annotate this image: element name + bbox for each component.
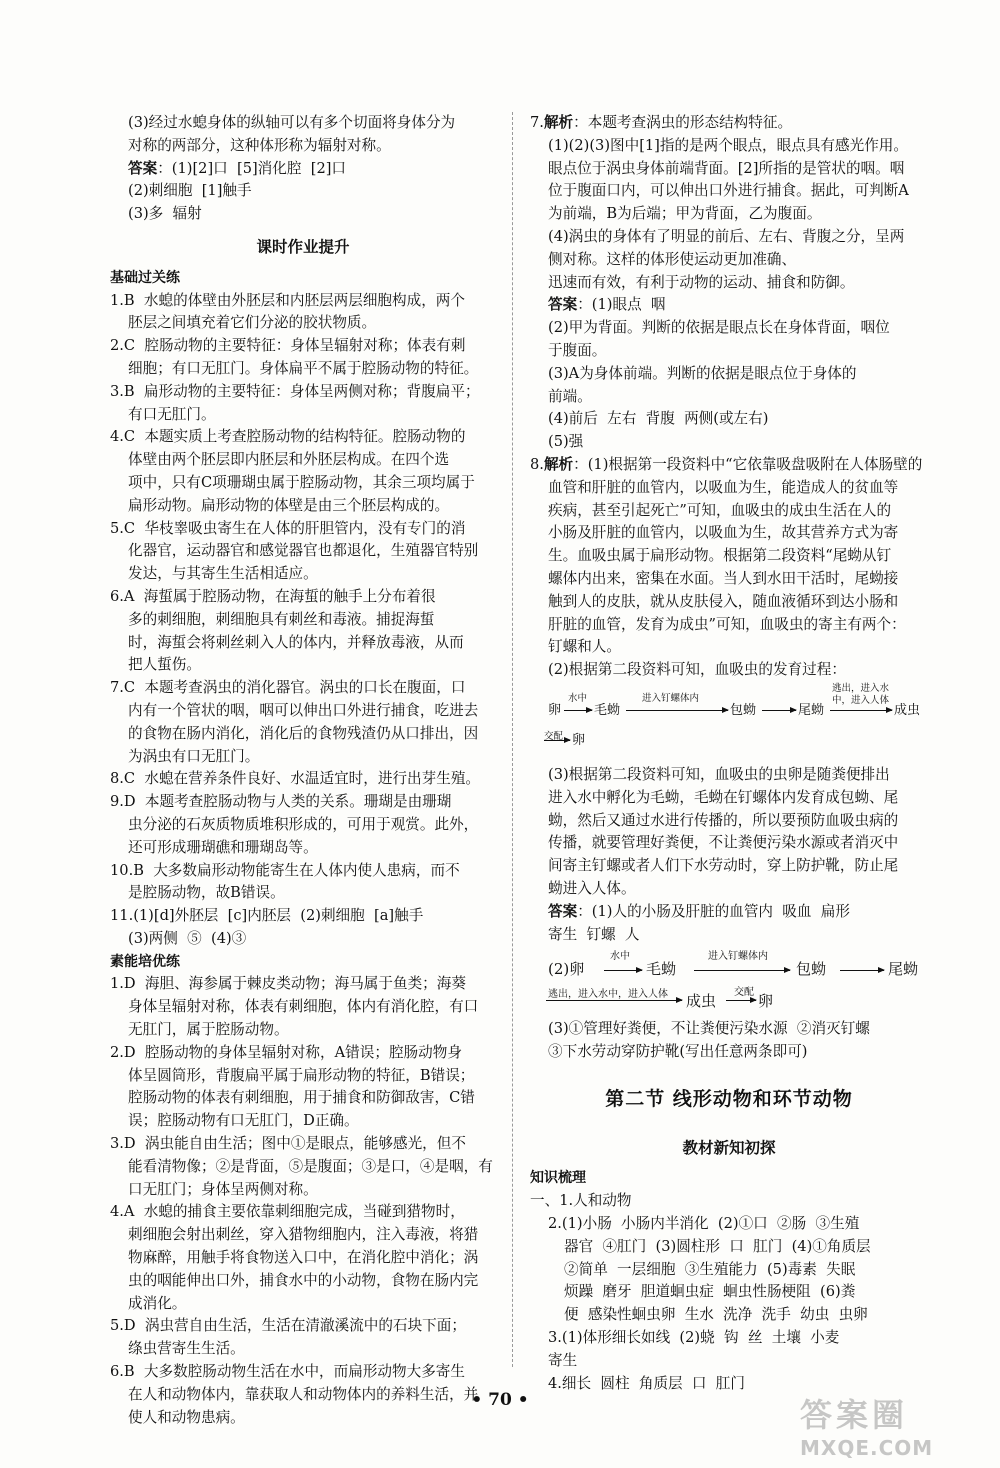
text-line: 蚴进入人体。: [548, 879, 636, 897]
exercise-item-continuation: 细胞；有口无肛门。身体扁平不属于腔肠动物的特征。: [128, 359, 479, 377]
exercise-item-continuation: 在人和动物体内，靠获取人和动物体内的养料生活，并: [128, 1385, 479, 1403]
text-line: 位于腹面口内，可以伸出口外进行捕食。据此，可判断A: [548, 182, 909, 200]
text-line: 眼点位于涡虫身体前端背面。[2]所指的是管状的咽。咽: [548, 159, 905, 177]
flow-arrow: [546, 1000, 682, 1001]
flow-arrow: [830, 710, 892, 711]
text-line: 血管和肝脏的血管内，以吸血为生，能造成人的贫血等: [548, 478, 899, 496]
answer-label: 答案: [548, 296, 578, 314]
text-line: 触到人的皮肤，就从皮肤侵入，随血液循环到达小肠和: [548, 592, 899, 610]
exercise-item-continuation: 胚层之间填充着它们分泌的胶状物质。: [128, 314, 377, 332]
flow-label-water: 水中: [610, 951, 630, 963]
exercise-item: 5.C 华枝睾吸虫寄生在人体的肝胆管内，没有专门的消: [110, 519, 466, 537]
exercise-item-continuation: 时，海蜇会将刺丝刺入人的体内，并释放毒液，从而: [128, 633, 464, 651]
flow-label-water: 水中: [568, 692, 588, 704]
text-line: 寄生 钉螺 人: [548, 925, 640, 943]
text-line: (3)多 辐射: [128, 205, 202, 223]
flow-node-egg: (2)卵: [548, 960, 585, 979]
section-heading: 教材新知初探: [682, 1138, 776, 1157]
page-number: • 70 •: [471, 1390, 529, 1410]
exercise-item-continuation: 项中，只有C项珊瑚虫属于腔肠动物，其余三项均属于: [128, 473, 475, 491]
analysis-text: ：本题考查涡虫的形态结构特征。: [573, 114, 793, 131]
exercise-item-continuation: 有口无肛门。: [128, 405, 216, 423]
flow-label-out: 逃出，进入水中，进入人体: [548, 989, 668, 1001]
text-line: (1)(2)(3)图中[1]指的是两个眼点，眼点具有感光作用。: [548, 136, 908, 154]
answer-flow-diagram: [530, 950, 928, 1014]
flow-node-cercaria: 尾蚴: [798, 702, 825, 718]
flow-arrow: [726, 1000, 756, 1001]
exercise-item: 1.B 水螅的体壁由外胚层和内胚层两层细胞构成，两个: [110, 291, 465, 309]
exercise-item-continuation: 为涡虫有口无肛门。: [128, 747, 260, 765]
exercise-item: 10.B 大多数扁形动物能寄生在人体内使人患病，而不: [110, 861, 460, 879]
text-line: 寄生: [548, 1351, 578, 1369]
text-line: 3.(1)体形细长如线 (2)蛲 钩 丝 土壤 小麦: [548, 1329, 840, 1347]
text-line: (3)A为身体前端。判断的依据是眼点位于身体的: [548, 364, 857, 382]
exercise-item-continuation: (3)两侧 ⑤ (4)③: [128, 929, 247, 947]
answer-text: ：(1)眼点 咽: [577, 296, 666, 314]
watermark-url: MXQE.COM: [800, 1436, 934, 1460]
text-line: 疾病，甚至引起死亡”可知，血吸虫的成虫生活在人的: [548, 501, 892, 519]
left-column: [110, 112, 496, 1429]
answer-text: ：(1)人的小肠及肝脏的血管内 吸血 扁形: [577, 902, 850, 920]
text-line: 小肠及肝脏的血管内，以吸血为生，故其营养方式为寄: [548, 524, 899, 542]
text-line: 烦躁 磨牙 胆道蛔虫症 蛔虫性肠梗阻 (6)粪: [564, 1283, 856, 1301]
exercise-item: 3.D 涡虫能自由生活；图中①是眼点，能够感光，但不: [110, 1135, 466, 1153]
exercise-item-continuation: 刺细胞会射出刺丝，穿入猎物细胞内，注入毒液，将猎: [128, 1226, 479, 1244]
question-7-head: [530, 112, 928, 135]
exercise-item-continuation: 内有一个管状的咽，咽可以伸出口外进行捕食，吃进去: [128, 701, 479, 719]
exercise-item-continuation: 发达，与其寄生生活相适应。: [128, 565, 318, 583]
analysis-label: 解析: [543, 114, 574, 131]
text-line: 2.(1)小肠 小肠内半消化 (2)①口 ②肠 ③生殖: [548, 1215, 860, 1233]
text-line: 传播，就要管理好粪便，不让粪便污染水源或者消灭中: [548, 834, 899, 852]
subsection-heading: 素能培优练: [110, 953, 180, 970]
flow-label-snail: 进入钉螺体内: [642, 692, 700, 704]
flow-arrow: [604, 970, 642, 971]
question-number: 7.: [530, 114, 544, 131]
exercise-item-continuation: 体壁由两个胚层即内胚层和外胚层构成。在四个选: [128, 451, 450, 469]
flow-arrow: [544, 740, 570, 741]
exercise-item: 5.D 涡虫营自由生活，生活在清澈溪流中的石块下面；: [110, 1317, 466, 1335]
exercise-item-continuation: 身体呈辐射对称，体表有刺细胞，体内有消化腔，有口: [128, 998, 479, 1016]
exercise-item: 4.A 水螅的捕食主要依靠刺细胞完成，当碰到猎物时，: [110, 1203, 465, 1221]
text-line: 器官 ④肛门 (3)圆柱形 口 肛门 (4)①角质层: [564, 1237, 871, 1255]
advanced-exercise-list: [110, 973, 496, 1429]
exercise-item: 1.D 海胆、海参属于棘皮类动物；海马属于鱼类；海葵: [110, 975, 466, 993]
question-8-head: [530, 454, 928, 477]
text-line: 对称的两部分，这种体形称为辐射对称。: [128, 136, 391, 154]
flow-node-sporocyst: 包蚴: [796, 960, 827, 979]
exercise-item-continuation: 化器官，运动器官和感觉器官也都退化，生殖器官特别: [128, 542, 479, 560]
text-line: (2)刺细胞 [1]触手: [128, 182, 252, 200]
flow-arrow: [762, 710, 796, 711]
exercise-item: 9.D 本题考查腔肠动物与人类的关系。珊瑚是由珊瑚: [110, 793, 452, 811]
exercise-item-continuation: 口无肛门；身体呈两侧对称。: [128, 1180, 318, 1198]
text-line: (4)涡虫的身体有了明显的前后、左右、背腹之分，呈两: [548, 227, 905, 245]
text-line: 便 感染性蛔虫卵 生水 洗净 洗手 幼虫 虫卵: [564, 1306, 868, 1324]
text-line: (4)前后 左右 背腹 两侧(或左右): [548, 410, 769, 428]
flow-arrow: [840, 970, 884, 971]
answer-line: [530, 901, 928, 924]
site-watermark-logo: [800, 1390, 980, 1460]
section-title: 第二节 线形动物和环节动物: [605, 1087, 853, 1110]
answer-line: [110, 158, 496, 181]
exercise-item-continuation: 误；腔肠动物有口无肛门，D正确。: [128, 1112, 359, 1130]
text-line: 4.细长 圆柱 角质层 口 肛门: [548, 1374, 745, 1392]
section-heading: 课时作业提升: [256, 237, 350, 256]
watermark-text: 答案圈: [800, 1396, 909, 1434]
flow-label-mating: 交配: [734, 987, 754, 999]
text-line: 进入水中孵化为毛蚴，毛蚴在钉螺体内发育成包蚴、尾: [548, 788, 899, 806]
question-number: 8.: [530, 455, 544, 473]
exercise-item: 11.(1)[d]外胚层 [c]内胚层 (2)刺细胞 [a]触手: [110, 907, 424, 925]
flow-arrow: [564, 710, 592, 711]
exercise-item-continuation: 是腔肠动物，故B错误。: [128, 884, 285, 902]
answer-label: 答案: [128, 159, 158, 177]
exercise-item-continuation: 的食物在肠内消化，消化后的食物残渣仍从口排出，因: [128, 724, 479, 742]
text-line: 一、1.人和动物: [530, 1192, 632, 1210]
right-column: [530, 112, 928, 1395]
exercise-item: 7.C 本题考查涡虫的消化器官。涡虫的口长在腹面，口: [110, 679, 466, 697]
text-line: ②简单 一层细胞 ③生殖能力 (5)毒素 失眠: [564, 1260, 856, 1278]
text-line: 蚴，然后又通过水进行传播的，所以要预防血吸虫病的: [548, 811, 899, 829]
flow-node-egg: 卵: [572, 732, 586, 748]
text-line: 前端。: [548, 387, 592, 405]
text-line: 钉螺和人。: [548, 638, 621, 656]
flow-node-egg: 卵: [758, 992, 774, 1011]
exercise-item: 2.D 腔肠动物的身体呈辐射对称，A错误；腔肠动物身: [110, 1043, 462, 1061]
text-line: (3)根据第二段资料可知，血吸虫的虫卵是随粪便排出: [548, 765, 890, 783]
exercise-item-continuation: 把人蜇伤。: [128, 656, 201, 674]
exercise-item-continuation: 多的刺细胞，刺细胞具有刺丝和毒液。捕捉海蜇: [128, 610, 435, 628]
column-divider: [512, 112, 513, 1367]
text-line: 迅速而有效，有利于动物的运动、捕食和防御。: [548, 273, 855, 291]
subsection-heading: 知识梳理: [530, 1170, 586, 1187]
analysis-text: ：(1)根据第一段资料中“它依靠吸盘吸附在人体肠壁的: [573, 455, 923, 473]
exercise-item-continuation: 能看清物像；②是背面，⑤是腹面；③是口，④是咽，有: [128, 1157, 493, 1175]
flow-label-out: 逃出，进入水: [832, 682, 890, 694]
text-line: (5)强: [548, 433, 584, 451]
text-line: (3)经过水螅身体的纵轴可以有多个切面将身体分为: [128, 114, 456, 131]
flow-label-mating: 交配: [544, 730, 564, 742]
text-line: 螺体内出来，密集在水面。当人到水田干活时，尾蚴接: [548, 569, 899, 587]
text-line: ③下水劳动穿防护靴(写出任意两条即可): [548, 1043, 808, 1061]
flow-arrow: [694, 970, 790, 971]
answer-line: [530, 294, 928, 317]
exercise-item-continuation: 还可形成珊瑚礁和珊瑚岛等。: [128, 838, 318, 856]
exercise-item-continuation: 扁形动物。扁形动物的体壁是由三个胚层构成的。: [128, 496, 450, 514]
exercise-item-continuation: 使人和动物患病。: [128, 1408, 245, 1426]
flow-label-human: 中，进入人体: [832, 694, 890, 706]
exercise-item: 3.B 扁形动物的主要特征：身体呈两侧对称；背腹扁平；: [110, 382, 480, 400]
text-line: 侧对称。这样的体形使运动更加准确、: [548, 250, 797, 268]
exercise-item-continuation: 虫的咽能伸出口外，捕食水中的小动物，食物在肠内完: [128, 1271, 479, 1289]
text-line: (3)①管理好粪便，不让粪便污染水源 ②消灭钉螺: [548, 1020, 870, 1038]
exercise-item-continuation: 腔肠动物的体表有刺细胞，用于捕食和防御敌害，C错: [128, 1089, 475, 1107]
flow-arrow: [626, 710, 728, 711]
flow-node-miracidium: 毛蚴: [646, 960, 677, 979]
text-line: 为前端，B为后端；甲为背面，乙为腹面。: [548, 205, 822, 223]
flow-node-miracidium: 毛蚴: [594, 702, 621, 718]
exercise-item: 8.C 水螅在营养条件良好、水温适宜时，进行出芽生殖。: [110, 770, 481, 788]
exercise-item: 4.C 本题实质上考查腔肠动物的结构特征。腔肠动物的: [110, 428, 466, 446]
text-line: 生。血吸虫属于扁形动物。根据第二段资料“尾蚴从钉: [548, 547, 892, 565]
text-line: (2)甲为背面。判断的依据是眼点长在身体背面，咽位: [548, 319, 890, 337]
exercise-item: 6.B 大多数腔肠动物生活在水中，而扁形动物大多寄生: [110, 1363, 465, 1381]
exercise-item-continuation: 体呈圆筒形，背腹扁平属于扁形动物的特征，B错误；: [128, 1066, 475, 1084]
exercise-item: 6.A 海蜇属于腔肠动物，在海蜇的触手上分布着很: [110, 587, 436, 605]
text-line: 于腹面。: [548, 341, 607, 359]
flow-node-adult: 成虫: [894, 702, 921, 718]
lifecycle-flow-diagram: [530, 682, 928, 760]
exercise-item-continuation: 无肛门，属于腔肠动物。: [128, 1021, 289, 1039]
flow-node-sporocyst: 包蚴: [730, 702, 757, 718]
subsection-heading: 基础过关练: [110, 269, 180, 286]
exercise-item-continuation: 物麻醉，用触手将食物送入口中，在消化腔中消化；涡: [128, 1249, 479, 1267]
text-line: 肝脏的血管，发育为成虫”可知，血吸虫的寄主有两个：: [548, 615, 906, 633]
exercise-item-continuation: 成消化。: [128, 1294, 187, 1312]
flow-node-egg: 卵: [548, 702, 562, 718]
flow-node-cercaria: 尾蚴: [888, 960, 919, 979]
text-line: 间寄主钉螺或者人们下水劳动时，穿上防护靴，防止尾: [548, 857, 899, 875]
analysis-label: 解析: [543, 455, 574, 473]
basic-exercise-list: [110, 290, 496, 951]
exercise-item-continuation: 虫分泌的石灰质物质堆积形成的，可用于观赏。此外，: [128, 815, 479, 833]
exercise-item-continuation: 绦虫营寄生生活。: [128, 1340, 245, 1358]
text-line: (2)根据第二段资料可知，血吸虫的发育过程：: [548, 661, 846, 679]
answer-label: 答案: [548, 902, 578, 920]
answer-text: ：(1)[2]口 [5]消化腔 [2]口: [157, 159, 347, 177]
flow-node-adult: 成虫: [686, 992, 717, 1011]
flow-label-snail: 进入钉螺体内: [708, 951, 768, 963]
exercise-item: 2.C 腔肠动物的主要特征：身体呈辐射对称；体表有刺: [110, 337, 466, 355]
